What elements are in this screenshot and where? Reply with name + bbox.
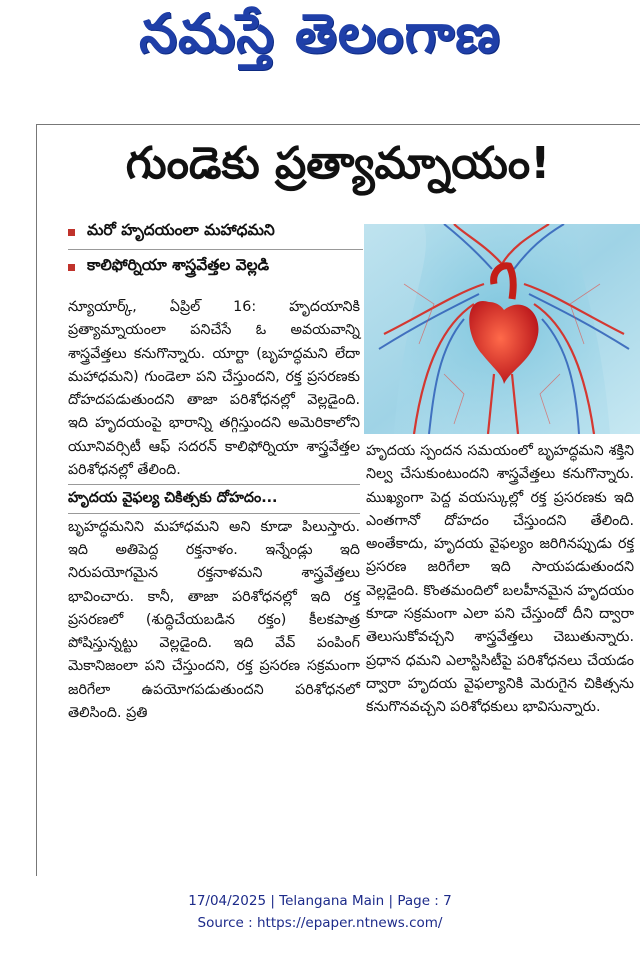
- subheads: [68, 215, 363, 284]
- article-right-column: [366, 440, 634, 720]
- section-subhead: హృదయ వైఫల్య చికిత్సకు దోహదం...: [68, 490, 278, 507]
- article-paragraph: న్యూయార్క్, ఏప్రిల్ 16: హృదయానికి ప్రత్యామ్నాయంలా పనిచేసే ఓ అవయవాన్ని శాస్త్రవేత్తలు కనుగొన్నారు. యార్టా (బృహద్ధమని లేదా మహాధమని) గుండెలా పని చేస్తుందని, రక్త ప్రసరణకు దోహదపడుతుందని తాజా పరిశోధనల్లో వెల్లడైంది. ఇది హృదయంపై భారాన్ని తగ్గిస్తుందని అమెరికాలోని యూనివర్సిటీ ఆఫ్ సదరన్ కాలిఫోర్నియా శాస్త్రవేత్తల పరిశోధనల్లో తేలింది.: [68, 299, 360, 479]
- footer-date-info: 17/04/2025 | Telangana Main | Page : 7: [188, 893, 452, 909]
- divider: [68, 484, 360, 485]
- footer-source-link[interactable]: Source : https://epaper.ntnews.com/: [197, 915, 443, 931]
- frame-left-rule: [36, 124, 37, 876]
- bullet-icon: [68, 229, 75, 236]
- subhead-text: మరో హృదయంలా మహాధమని: [87, 221, 275, 239]
- masthead: [0, 0, 640, 80]
- article-left-column: [68, 296, 360, 725]
- divider: [68, 513, 360, 514]
- subhead-text: కాలిఫోర్నియా శాస్త్రవేత్తల వెల్లడి: [87, 256, 270, 274]
- article-paragraph: హృదయ స్పందన సమయంలో బృహద్ధమని శక్తిని నిల్వ చేసుకుంటుందని శాస్త్రవేత్తలు కనుగొన్నారు. ముఖ్యంగా పెద్ద వయస్కుల్లో రక్త ప్రసరణకు ఇది ఎంతగానో దోహదం చేస్తుందని తేలింది. అంతేకాదు, హృదయ వైఫల్యం జరిగినప్పుడు రక్త ప్రసరణ జరిగేలా ఇది సాయపడుతుందని వెల్లడైంది. కొంతమందిలో బలహీనమైన హృదయం కూడా సక్రమంగా ఎలా పని చేస్తుందో దీని ద్వారా తెలుసుకోవచ్చని శాస్త్రవేత్తలు చెబుతున్నారు. ప్రధాన ధమని ఎలాస్టిసిటీపై పరిశోధనలు చేయడం ద్వారా హృదయ వైఫల్యానికి మెరుగైన చికిత్సను కనుగొనవచ్చని పరిశోధకులు భావిసున్నారు.: [366, 443, 634, 716]
- bullet-icon: [68, 264, 75, 271]
- article-headline: గుండెకు ప్రత్యామ్నాయం!: [125, 138, 551, 189]
- page-footer: [0, 890, 640, 934]
- heart-anatomy-image: [364, 224, 640, 434]
- subhead-item: [68, 250, 363, 284]
- subhead-item: [68, 215, 363, 249]
- article-paragraph: బృహద్ధమనిని మహాధమని అని కూడా పిలుస్తారు. ఇది అతిపెద్ద రక్తనాళం. ఇన్నేండ్లు ఇది నిరుపయోగమైన రక్తనాళమని శాస్త్రవేత్తలు భావించారు. కానీ, తాజా పరిశోధనల్లో ఇది రక్త ప్రసరణలో (శుద్ధిచేయబడిన రక్తం) కీలకపాత్ర పోషిస్తున్నట్టు వెల్లడైంది. ఇది వేవ్ పంపింగ్ మెకానిజంలా పని చేస్తుందని, రక్త ప్రసరణ సక్రమంగా జరిగేలా ఉపయోగపడుతుందని పరిశోధనలో తెలిసింది. ప్రతి: [68, 518, 360, 722]
- frame-top-rule: [36, 124, 640, 125]
- masthead-logo: నమస్తే తెలంగాణ: [139, 1, 501, 65]
